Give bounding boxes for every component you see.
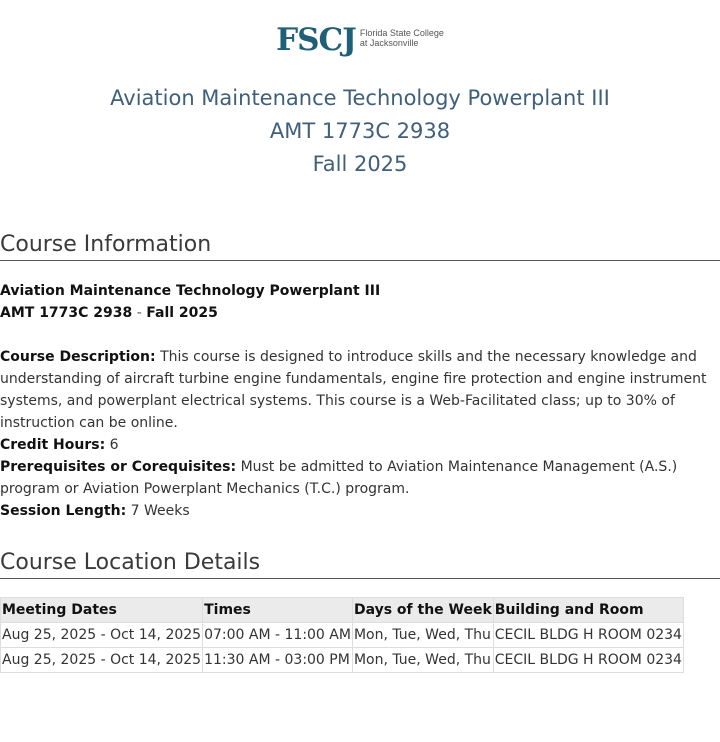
col-times: Times xyxy=(203,598,353,623)
cell-building-room: CECIL BLDG H ROOM 0234 xyxy=(493,648,683,673)
logo-line-1: Florida State College xyxy=(359,28,444,38)
course-name: Aviation Maintenance Technology Powerplant III xyxy=(0,283,381,299)
cell-building-room: CECIL BLDG H ROOM 0234 xyxy=(493,623,683,648)
logo-line-2: at Jacksonville xyxy=(359,38,419,48)
course-location-heading: Course Location Details xyxy=(0,548,720,579)
cell-days: Mon, Tue, Wed, Thu xyxy=(352,648,493,673)
course-term: Fall 2025 xyxy=(312,152,408,176)
course-title: Aviation Maintenance Technology Powerplant III xyxy=(110,86,610,110)
table-header-row xyxy=(1,598,684,623)
course-information xyxy=(0,280,720,522)
cell-meeting-dates: Aug 25, 2025 - Oct 14, 2025 xyxy=(1,623,203,648)
credit-hours xyxy=(0,434,720,456)
separator: - xyxy=(136,305,142,321)
course-code: AMT 1773C 2938 xyxy=(269,119,451,143)
description-label: Course Description: xyxy=(0,349,156,365)
logo-subtitle xyxy=(360,28,444,48)
course-information-heading: Course Information xyxy=(0,230,720,261)
course-code-line: AMT 1773C 2938 xyxy=(0,305,133,321)
table-row xyxy=(1,648,684,673)
cell-days: Mon, Tue, Wed, Thu xyxy=(352,623,493,648)
logo-header xyxy=(0,22,720,66)
session-length xyxy=(0,500,720,522)
session-value: 7 Weeks xyxy=(130,503,190,519)
prerequisites xyxy=(0,456,720,500)
course-description xyxy=(0,346,720,434)
col-days: Days of the Week xyxy=(352,598,493,623)
prereq-label: Prerequisites or Corequisites: xyxy=(0,459,237,475)
cell-times: 11:30 AM - 03:00 PM xyxy=(203,648,353,673)
col-building-room: Building and Room xyxy=(493,598,683,623)
credit-label: Credit Hours: xyxy=(0,437,106,453)
session-label: Session Length: xyxy=(0,503,127,519)
logo-mark: FSCJ xyxy=(276,22,356,58)
col-meeting-dates: Meeting Dates xyxy=(1,598,203,623)
table-row xyxy=(1,623,684,648)
description-text: This course is designed to introduce skills and the necessary knowledge and understanding of aircraft turbine engine fundamentals, engine fire protection and engine instrument systems, and powerplant electrical systems. This course is a Web-Facilitated class; up to 30% of instruction can be online. xyxy=(0,349,707,431)
cell-times: 07:00 AM - 11:00 AM xyxy=(203,623,353,648)
prereq-text: Must be admitted to Aviation Maintenance Management (A.S.) program or Aviation Powerplant Mechanics (T.C.) program. xyxy=(0,459,678,497)
page-title-block xyxy=(0,82,720,181)
cell-meeting-dates: Aug 25, 2025 - Oct 14, 2025 xyxy=(1,648,203,673)
location-table xyxy=(0,597,684,673)
credit-value: 6 xyxy=(109,437,119,453)
fscj-logo xyxy=(276,22,444,66)
course-term-line: Fall 2025 xyxy=(146,305,218,321)
